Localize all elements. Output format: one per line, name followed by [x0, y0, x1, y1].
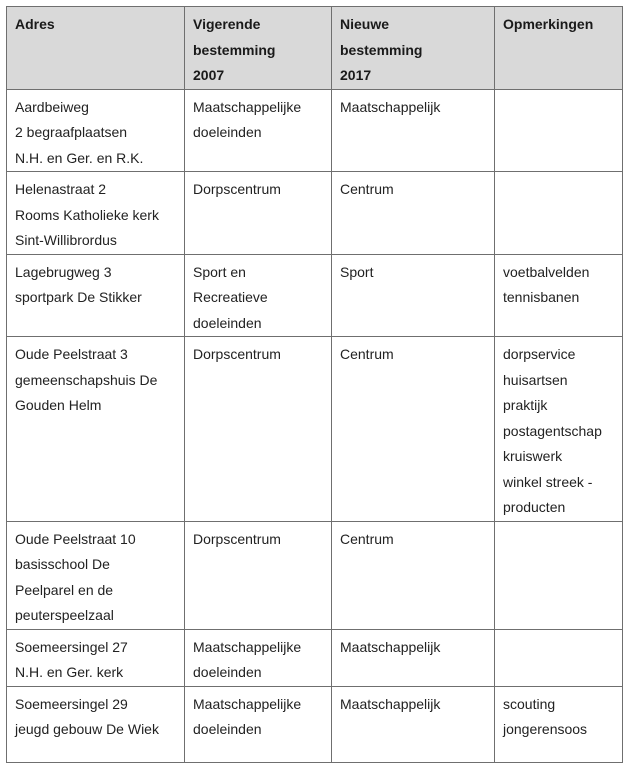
table-row [7, 337, 623, 522]
table-row [7, 521, 623, 629]
table-row [7, 172, 623, 255]
cell-line: Oude Peelstraat 3 [15, 346, 128, 362]
cell-vigerend [185, 629, 332, 686]
cell-line: winkel streek - [503, 473, 593, 490]
cell-line: peuterspeelzaal [15, 607, 114, 623]
cell-line: Adres [15, 16, 55, 32]
cell-nieuw [332, 629, 495, 686]
cell-line: N.H. en Ger. kerk [15, 664, 124, 680]
cell-line: Rooms Katholieke kerk [15, 206, 159, 223]
cell-line: Helenastraat 2 [15, 181, 107, 197]
cell-adres [7, 337, 185, 522]
cell-opmerkingen [495, 686, 623, 762]
cell-vigerend [185, 89, 332, 172]
header-vigerende-bestemming [185, 7, 332, 90]
cell-line: Lagebrugweg 3 [15, 263, 112, 280]
cell-line: Centrum [340, 181, 394, 197]
cell-nieuw [332, 337, 495, 522]
cell-opmerkingen [495, 254, 623, 337]
cell-line: sportpark De Stikker [15, 289, 142, 305]
cell-line: 2007 [193, 67, 225, 83]
cell-opmerkingen [495, 337, 623, 522]
cell-line: Centrum [340, 346, 394, 362]
table-row [7, 629, 623, 686]
cell-adres [7, 521, 185, 629]
table-row [7, 686, 623, 762]
cell-line: postagentschap [503, 422, 602, 439]
cell-adres [7, 686, 185, 762]
cell-line: Aardbeiweg [15, 98, 89, 115]
cell-line: Oude Peelstraat 10 [15, 530, 136, 547]
cell-line: jeugd gebouw De Wiek [15, 721, 159, 737]
cell-opmerkingen [495, 629, 623, 686]
cell-line: Dorpscentrum [193, 530, 281, 547]
header-nieuwe-bestemming [332, 7, 495, 90]
cell-line: jongerensoos [503, 721, 588, 737]
cell-line: Nieuwe [340, 16, 390, 32]
cell-line: Gouden Helm [15, 397, 102, 413]
cell-line: basisschool De [15, 556, 110, 572]
cell-opmerkingen [495, 521, 623, 629]
cell-line: doeleinden [193, 314, 262, 331]
cell-line: Maatschappelijk [340, 98, 441, 115]
table-row [7, 254, 623, 337]
cell-adres [7, 254, 185, 337]
cell-nieuw [332, 172, 495, 255]
cell-opmerkingen [495, 172, 623, 255]
cell-line: Maatschappelijk [340, 695, 441, 712]
cell-line: doeleinden [193, 124, 262, 140]
cell-nieuw [332, 686, 495, 762]
cell-line: N.H. en Ger. en R.K. [15, 149, 144, 166]
cell-line: Vigerende [193, 16, 261, 32]
cell-line: scouting [503, 695, 556, 712]
cell-line: Sint-Willibrordus [15, 232, 117, 248]
table-header-row [7, 7, 623, 90]
cell-nieuw [332, 254, 495, 337]
cell-line: tennisbanen [503, 289, 580, 305]
cell-line: Soemeersingel 29 [15, 695, 128, 712]
cell-line: doeleinden [193, 721, 262, 737]
cell-line: 2 begraafplaatsen [15, 124, 128, 140]
cell-line: Soemeersingel 27 [15, 638, 128, 655]
cell-nieuw [332, 89, 495, 172]
cell-vigerend [185, 172, 332, 255]
cell-line: dorpservice [503, 346, 576, 362]
cell-line: producten [503, 499, 566, 515]
cell-adres [7, 629, 185, 686]
cell-nieuw [332, 521, 495, 629]
cell-line: Opmerkingen [503, 16, 594, 32]
cell-line: Maatschappelijke [193, 695, 302, 712]
cell-line: praktijk [503, 397, 548, 413]
cell-line: gemeenschapshuis De [15, 371, 158, 388]
cell-vigerend [185, 337, 332, 522]
cell-opmerkingen [495, 89, 623, 172]
cell-line: voetbalvelden [503, 263, 590, 280]
cell-line: kruiswerk [503, 448, 563, 464]
cell-line: bestemming [193, 41, 276, 58]
cell-vigerend [185, 521, 332, 629]
cell-line: Maatschappelijk [340, 638, 441, 655]
cell-line: Dorpscentrum [193, 346, 281, 362]
header-adres [7, 7, 185, 90]
cell-adres [7, 172, 185, 255]
cell-line: bestemming [340, 41, 423, 58]
cell-line: Centrum [340, 530, 394, 547]
cell-line: Recreatieve [193, 289, 268, 305]
cell-line: Maatschappelijke [193, 638, 302, 655]
table-row [7, 89, 623, 172]
cell-line: Sport [340, 263, 374, 280]
cell-line: Maatschappelijke [193, 98, 302, 115]
cell-line: Peelparel en de [15, 581, 114, 598]
cell-line: 2017 [340, 67, 372, 83]
cell-line: doeleinden [193, 664, 262, 680]
cell-line: Sport en [193, 263, 246, 280]
cell-line: huisartsen [503, 371, 568, 388]
cell-vigerend [185, 254, 332, 337]
cell-vigerend [185, 686, 332, 762]
bestemming-table [6, 6, 623, 763]
header-opmerkingen [495, 7, 623, 90]
cell-line: Dorpscentrum [193, 181, 281, 197]
cell-adres [7, 89, 185, 172]
